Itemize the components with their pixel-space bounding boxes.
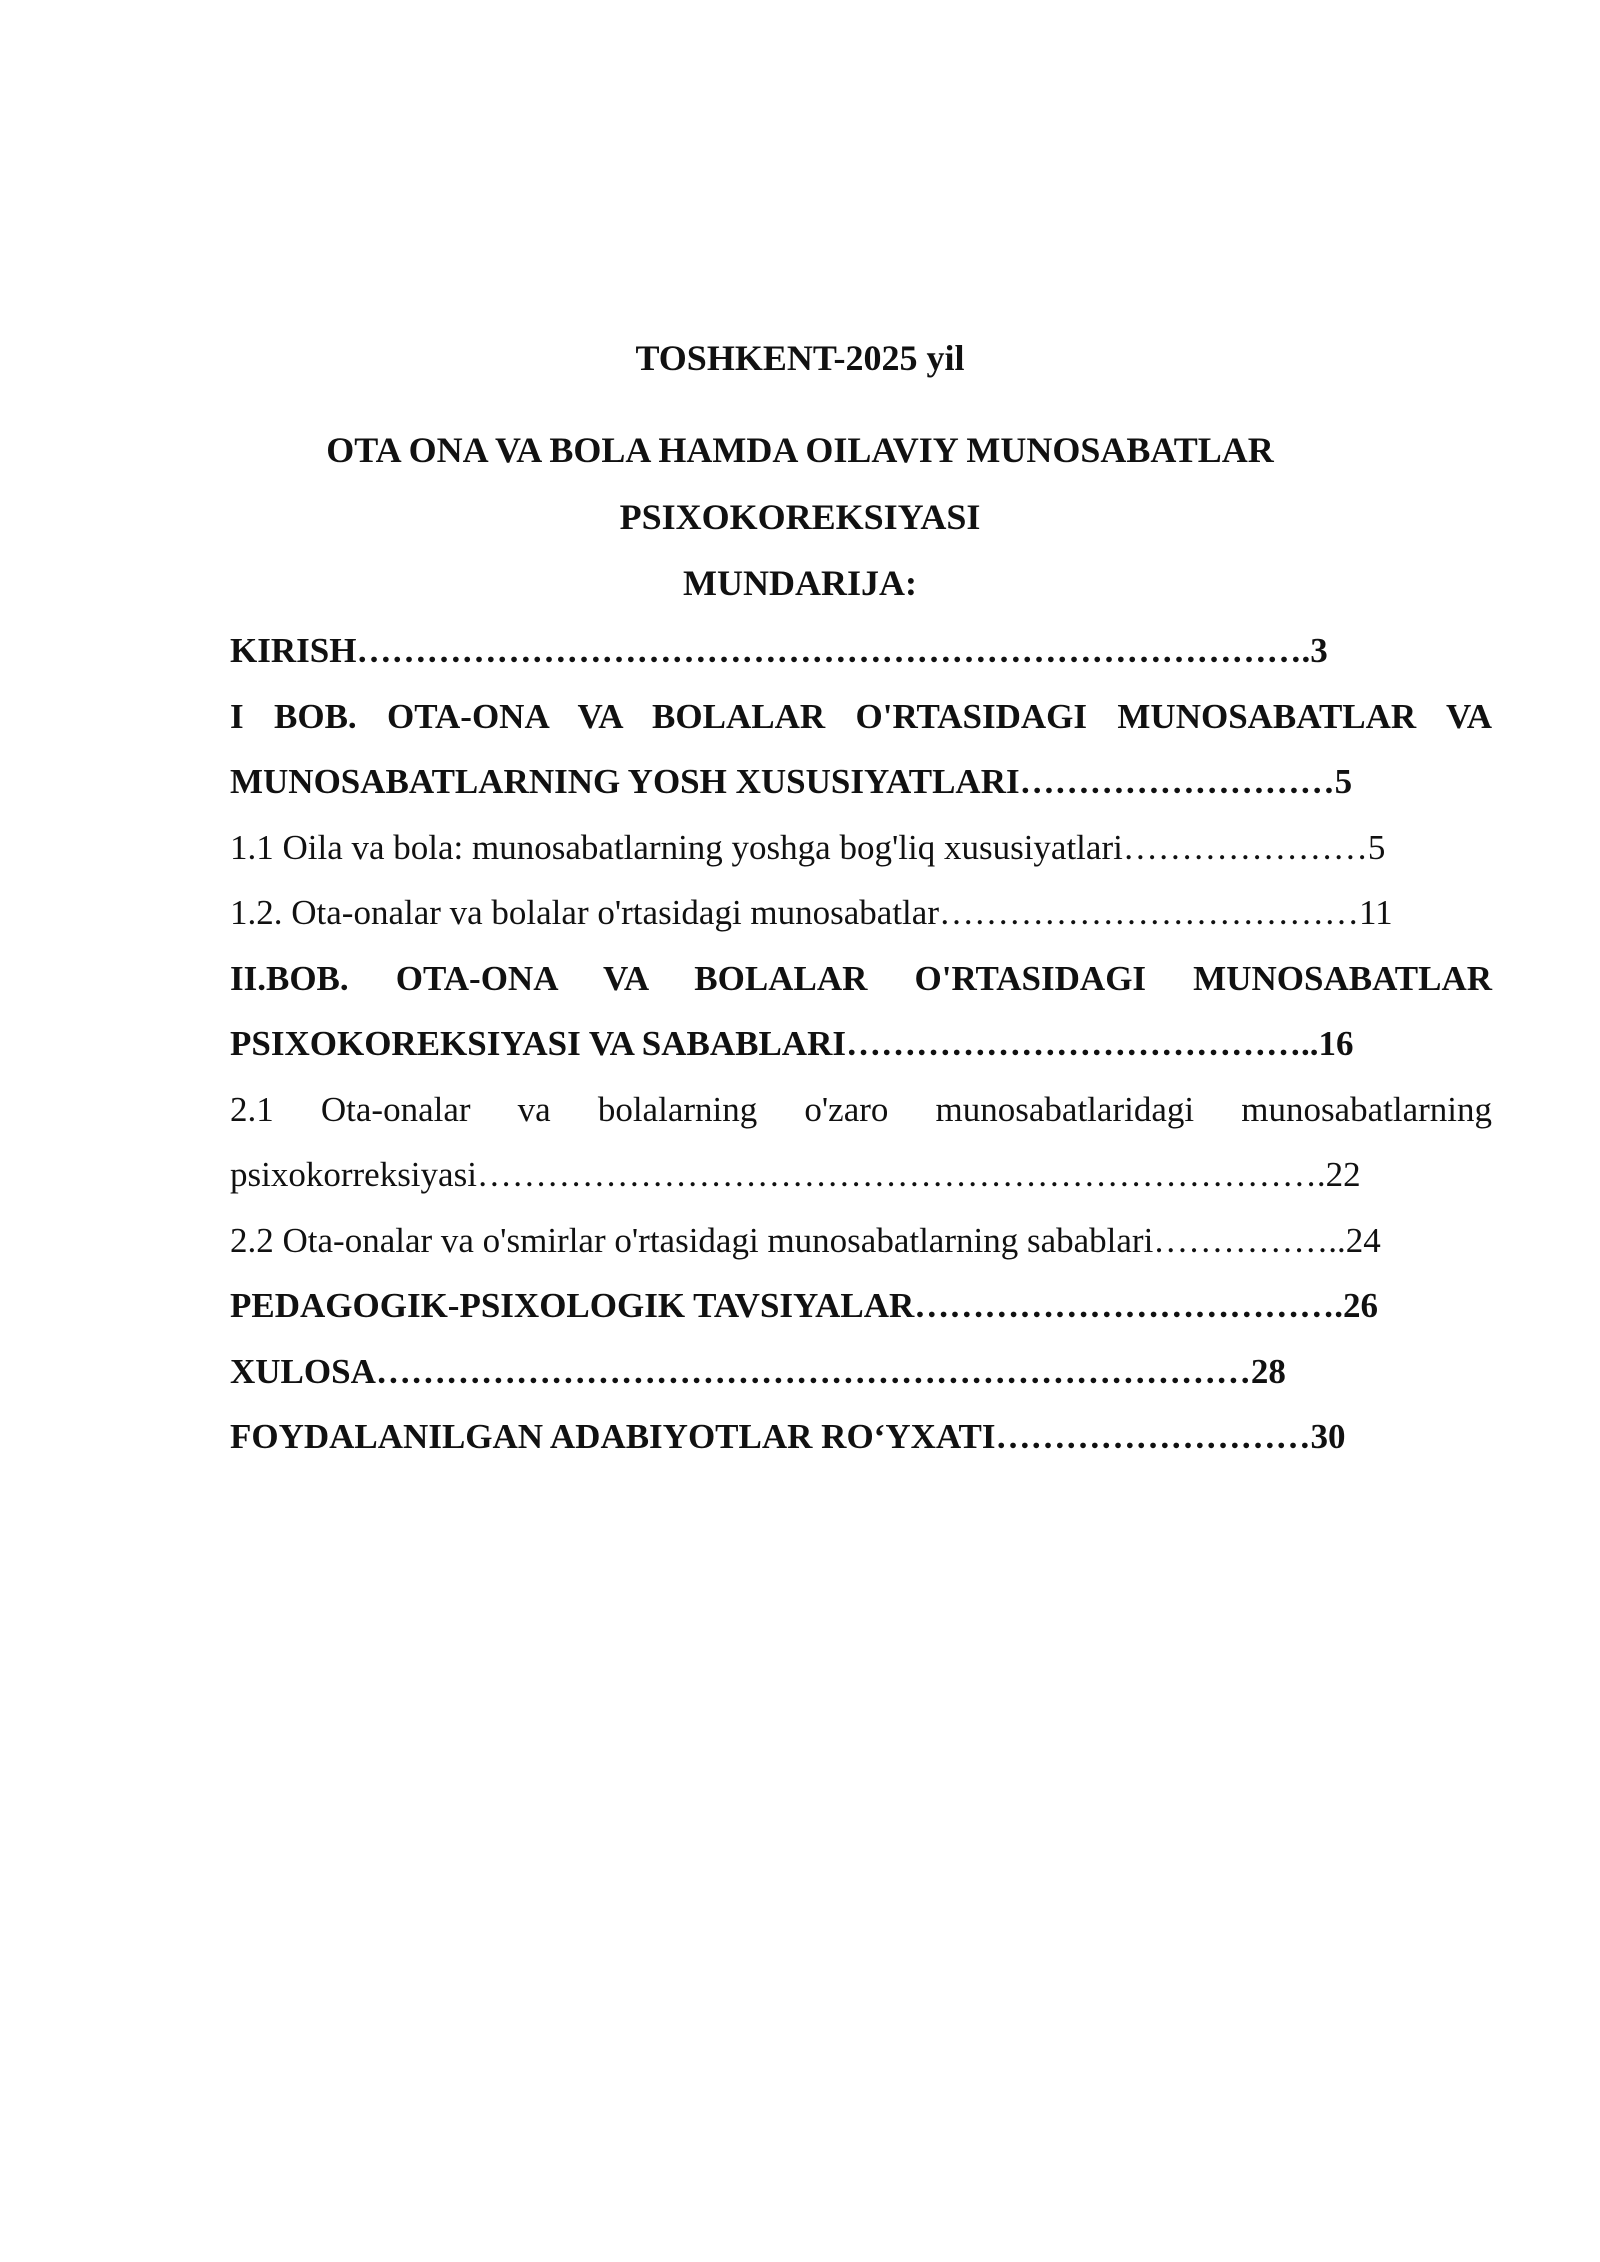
table-of-contents bbox=[230, 618, 1492, 1470]
toc-leader-dots: ……………………… bbox=[1019, 762, 1335, 801]
toc-page-number: 16 bbox=[1318, 1024, 1354, 1063]
toc-page-number: 24 bbox=[1345, 1220, 1381, 1260]
toc-page-number: 26 bbox=[1343, 1286, 1379, 1325]
toc-page-number: 3 bbox=[1310, 631, 1328, 670]
toc-entry-label: 1.2. Ota-onalar va bolalar o'rtasidagi munosabatlar bbox=[230, 893, 939, 932]
toc-entry-kirish[interactable] bbox=[230, 618, 1492, 684]
toc-entry-label: FOYDALANILGAN ADABIYOTLAR RO‘YXATI bbox=[230, 1417, 996, 1456]
document-title-line-1: OTA ONA VA BOLA HAMDA OILAVIY MUNOSABATLAR bbox=[326, 430, 1274, 470]
toc-entry-recommendations[interactable] bbox=[230, 1273, 1492, 1339]
toc-entry-label: MUNOSABATLARNING YOSH XUSUSIYATLARI bbox=[230, 762, 1020, 801]
toc-entry-label: psixokorreksiyasi bbox=[230, 1155, 477, 1194]
toc-leader-dots: ……………………… bbox=[995, 1417, 1311, 1456]
toc-page-number: 11 bbox=[1358, 893, 1393, 932]
toc-page-number: 22 bbox=[1325, 1155, 1361, 1194]
city-year-line: TOSHKENT-2025 yil bbox=[635, 338, 965, 378]
toc-section-1-1[interactable] bbox=[230, 815, 1492, 881]
toc-page-number: 28 bbox=[1250, 1351, 1286, 1391]
toc-section-2-1-line-2[interactable] bbox=[230, 1142, 1492, 1208]
toc-entry-label: 1.1 Oila va bola: munosabatlarning yoshga bog'liq xususiyatlari bbox=[230, 827, 1123, 867]
toc-entry-label: KIRISH bbox=[230, 631, 357, 670]
toc-chapter-1-line-2[interactable] bbox=[230, 749, 1492, 815]
toc-entry-label: PEDAGOGIK-PSIXOLOGIK TAVSIYALAR bbox=[230, 1286, 915, 1325]
toc-entry-conclusion[interactable] bbox=[230, 1339, 1492, 1405]
toc-chapter-2-line-2[interactable] bbox=[230, 1011, 1492, 1077]
toc-page-number: 30 bbox=[1310, 1417, 1346, 1456]
toc-leader-dots: ………………………………………………………………… bbox=[375, 1351, 1251, 1391]
toc-chapter-1-line-1[interactable]: I BOB. OTA-ONA VA BOLALAR O'RTASIDAGI MUNOSABATLAR VA bbox=[230, 696, 1492, 736]
toc-entry-label: PSIXOKOREKSIYASI VA SABABLARI bbox=[230, 1024, 846, 1063]
toc-entry-references[interactable] bbox=[230, 1404, 1492, 1470]
toc-section-2-1-line-1[interactable]: 2.1 Ota-onalar va bolalarning o'zaro munosabatlaridagi munosabatlarning bbox=[230, 1089, 1492, 1129]
toc-section-2-2[interactable] bbox=[230, 1208, 1492, 1274]
toc-entry-label: 2.2 Ota-onalar va o'smirlar o'rtasidagi munosabatlarning sabablari bbox=[230, 1220, 1154, 1260]
toc-entry-label: XULOSA bbox=[230, 1351, 376, 1391]
toc-section-1-2[interactable] bbox=[230, 880, 1492, 946]
toc-leader-dots: ………………………………. bbox=[914, 1286, 1344, 1325]
document-title-line-2: PSIXOKOREKSIYASI bbox=[619, 497, 981, 537]
toc-page-number: 5 bbox=[1334, 762, 1353, 801]
toc-leader-dots: ………………………………….. bbox=[845, 1024, 1319, 1063]
toc-page-number: 5 bbox=[1367, 827, 1386, 867]
toc-chapter-2-line-1[interactable]: II.BOB. OTA-ONA VA BOLALAR O'RTASIDAGI MUNOSABATLAR bbox=[230, 958, 1492, 998]
toc-leader-dots: ………………………………………………………………………. bbox=[356, 631, 1311, 670]
toc-leader-dots: ………………… bbox=[1122, 827, 1368, 867]
toc-leader-dots: …………….. bbox=[1153, 1220, 1346, 1260]
toc-leader-dots: ………………………………………………………………. bbox=[476, 1155, 1326, 1194]
toc-leader-dots: ……………………………… bbox=[938, 893, 1359, 932]
contents-heading: MUNDARIJA: bbox=[683, 563, 917, 603]
